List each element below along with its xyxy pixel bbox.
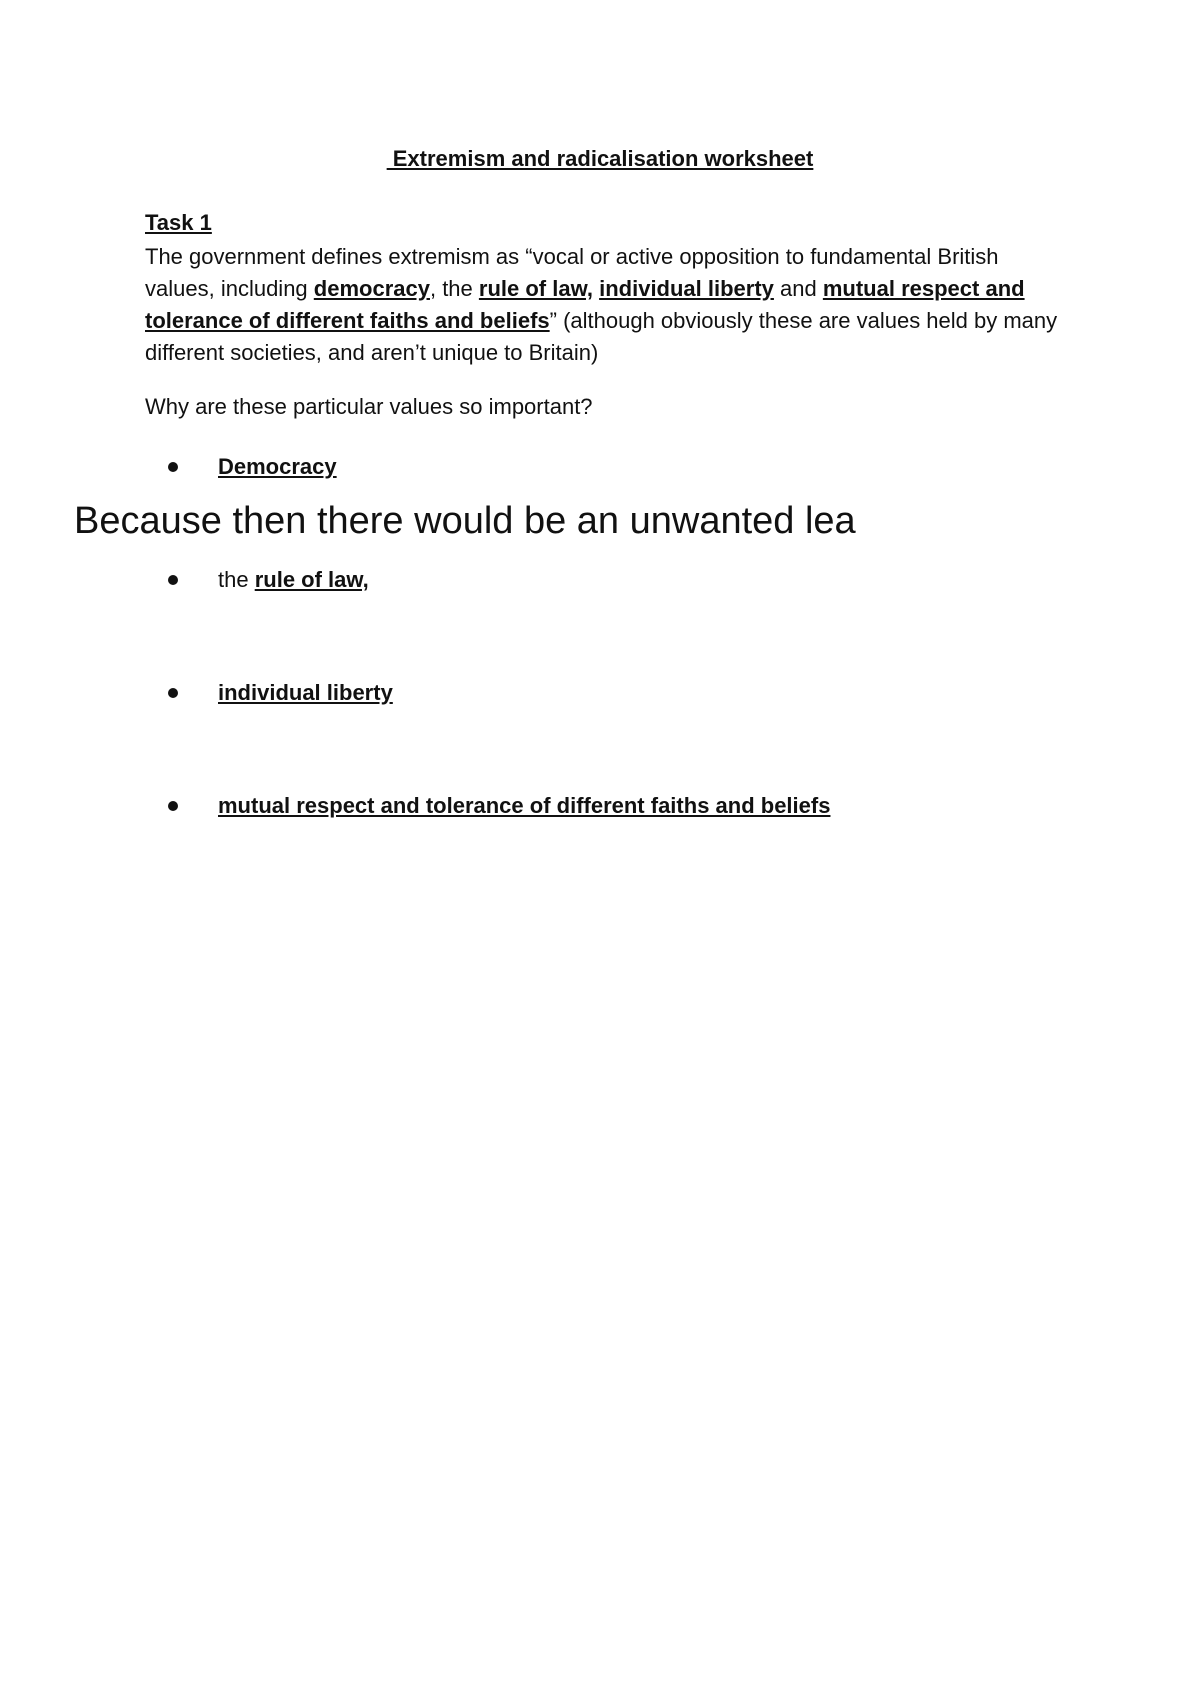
bullet-prefix: the	[218, 567, 255, 592]
value-democracy: democracy	[313, 276, 430, 301]
bullet-dot-icon	[168, 575, 178, 585]
bullet-label: individual liberty	[218, 680, 393, 705]
value-rule-of-law: rule of law,	[478, 276, 593, 301]
bullet-label: mutual respect and tolerance of different faiths and beliefs	[218, 793, 831, 818]
bullet-dot-icon	[168, 801, 178, 811]
question-text: Why are these particular values so important?	[145, 394, 593, 419]
value-mutual-respect: mutual respect and tolerance of different faiths and beliefs	[145, 276, 1025, 333]
intro-text: and	[773, 276, 823, 301]
intro-paragraph	[145, 241, 1065, 369]
bullet-dot-icon	[168, 462, 178, 472]
bullet-item-individual-liberty	[168, 680, 393, 706]
intro-text: The government defines extremism as “vocal or active opposition to fundamental British values, including	[145, 244, 999, 301]
bullet-label: Democracy	[218, 454, 337, 479]
answer-text[interactable]: Because then there would be an unwanted lea	[74, 500, 856, 542]
bullet-item-mutual-respect	[168, 793, 830, 819]
bullet-label: rule of law,	[254, 567, 369, 592]
bullet-item-rule-of-law	[168, 567, 369, 593]
intro-text: , the	[429, 276, 479, 301]
bullet-dot-icon	[168, 688, 178, 698]
bullet-item-democracy	[168, 454, 337, 480]
task-heading: Task 1	[145, 210, 212, 235]
value-individual-liberty: individual liberty	[599, 276, 774, 301]
intro-text: ” (although obviously these are values held by many different societies, and aren’t unique to Britain)	[145, 308, 1058, 365]
worksheet-title: Extremism and radicalisation worksheet	[386, 146, 814, 171]
